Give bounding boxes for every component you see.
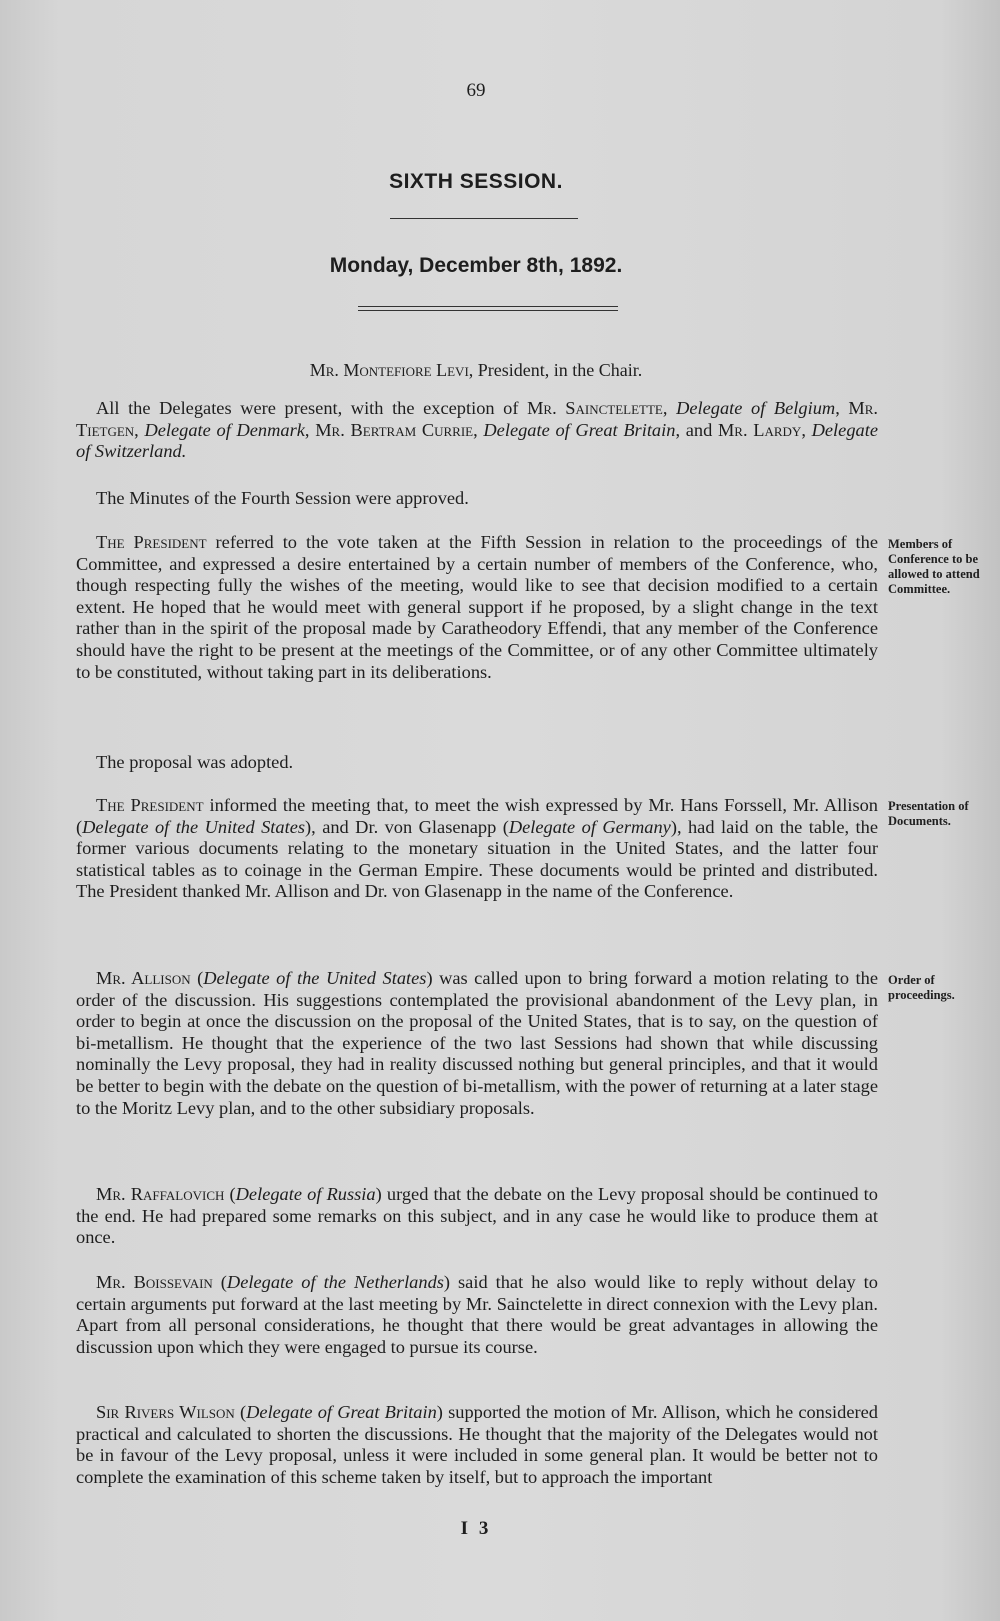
chair-line bbox=[0, 360, 952, 381]
wilson-text: supported the motion of Mr. Allison, which he considered practical and calculated to shorten the discussions. He thought that the majority of the Delegates would not be in favour of the Levy proposal, unless it were included in some general plan. It would be better not to complete the examination of this scheme taken by itself, but to approach the important bbox=[76, 1402, 878, 1487]
paragraph-allison: Mr. Allison (Delegate of the United States) was called upon to bring forward a motion relating to the order of the discussion. His suggestions contemplated the provisional abandonment of the Levy plan, in order to begin at once the discussion on the proposal of the United States, that is to say, on the question of bi-metallism. He thought that the experience of the two last Sessions had shown that while discussing nominally the Levy proposal, they had in reality discussed nothing but general principles, and that it would be better to begin with the debate on the question of bi-metallism, with the power of returning at a later stage to the Moritz Levy plan, and to the other subsidiary proposals. bbox=[76, 968, 878, 1118]
paragraph-minutes: The Minutes of the Fourth Session were approved. bbox=[96, 488, 469, 508]
president-2-text-1: informed the meeting that, to meet the wish expressed by Mr. Hans Forssell, Mr. Allison ( bbox=[76, 795, 879, 837]
present-name-3: Mr. Bertram Currie bbox=[315, 419, 474, 440]
present-delegate-4: Delegate of Switzerland. bbox=[76, 419, 878, 462]
allison-delegate: Delegate of the United States bbox=[203, 968, 427, 988]
page-number: 69 bbox=[466, 80, 486, 101]
boissevain-text: said that he also would like to reply without delay to certain arguments put forward at the last meeting by Mr. Sainctelette in direct connexion with the Levy plan. Apart from all personal considerations, he thought that there would be great advantages in allowing the discussion upon which they were engaged to pursue its course. bbox=[76, 1272, 878, 1357]
raffalovich-lead: Mr. Raffalovich bbox=[96, 1184, 225, 1204]
president-2-lead: The President bbox=[96, 795, 204, 815]
paragraph-president-2 bbox=[76, 795, 878, 903]
president-2-delegate-2: Delegate of Germany bbox=[508, 816, 671, 837]
raffalovich-text: urged that the debate on the Levy proposal should be continued to the end. He had prepared some remarks on this subject, and in any case he would like to produce them at once. bbox=[76, 1184, 878, 1248]
paragraph-present: All the Delegates were present, with the exception of Mr. Sainctelette, Delegate of Belgium, Mr. Tietgen, Delegate of Denmark, Mr. Bertram Currie, Delegate of Great Britain, and Mr. Lardy, Delegate of Switzerland. bbox=[76, 398, 879, 462]
present-name-1: Mr. Sainctelette bbox=[527, 398, 663, 418]
present-name-4: Mr. Lardy bbox=[717, 419, 802, 440]
chair-name: Mr. Montefiore Levi bbox=[309, 360, 469, 380]
boissevain-delegate: Delegate of the Netherlands bbox=[226, 1272, 444, 1292]
session-date: Monday, December 8th, 1892. bbox=[329, 254, 623, 277]
margin-note-committee: Members of Conference to be allowed to attend Committee. bbox=[888, 537, 980, 596]
president-1-lead: The President bbox=[96, 532, 207, 552]
boissevain-lead: Mr. Boissevain bbox=[96, 1272, 213, 1292]
title-rule bbox=[390, 218, 578, 219]
signature-mark: I 3 bbox=[460, 1518, 492, 1539]
paragraph-boissevain: Mr. Boissevain (Delegate of the Netherlands) said that he also would like to reply without delay to certain arguments put forward at the last meeting by Mr. Sainctelette in direct connexion with the Levy plan. Apart from all personal considerations, he thought that there would be great advantages in allowing the discussion upon which they were engaged to pursue its course. bbox=[76, 1272, 878, 1357]
present-text-1: All the Delegates were present, with the exception of bbox=[96, 398, 528, 418]
allison-text: was called upon to bring forward a motion relating to the order of the discussion. His suggestions contemplated the provisional abandonment of the Levy plan, in order to begin at once the discussion on the proposal of the United States, that is to say, on the question of bi-metallism. He thought that the experience of the two last Sessions had shown that while discussing nominally the Levy proposal, they had in reality discussed nothing but general principles, and that it would be better to begin with the debate on the question of bi-metallism, with the power of returning at a later stage to the Moritz Levy plan, and to the other subsidiary proposals. bbox=[76, 968, 878, 1118]
paragraph-raffalovich: Mr. Raffalovich (Delegate of Russia) urged that the debate on the Levy proposal should be continued to the end. He had prepared some remarks on this subject, and in any case he would like to produce them at once. bbox=[76, 1184, 878, 1248]
president-1-text: referred to the vote taken at the Fifth Session in relation to the proceedings of the Committee, and expressed a desire entertained by a certain number of members of the Conference, who, though respecting fully the wishes of the meeting, would like to see that decision modified to a certain extent. He hoped that he would meet with general support if he proposed, by a slight change in the text rather than in the spirit of the proposal made by Caratheodory Effendi, that any member of the Conference should have the right to be present at the meetings of the Committee, or of any other Committee ultimately to be constituted, without taking part in its deliberations. bbox=[76, 532, 879, 682]
president-2-delegate-1: Delegate of the United States bbox=[82, 816, 306, 837]
present-delegate-2: Delegate of Denmark bbox=[144, 419, 305, 440]
wilson-delegate: Delegate of Great Britain bbox=[246, 1402, 437, 1422]
session-title: SIXTH SESSION. bbox=[389, 170, 563, 193]
date-double-rule bbox=[358, 306, 618, 311]
present-text-2: , and bbox=[675, 419, 718, 440]
present-delegate-1: Delegate of Belgium bbox=[676, 398, 836, 418]
paragraph-adopted: The proposal was adopted. bbox=[96, 752, 294, 772]
allison-lead: Mr. Allison bbox=[96, 968, 191, 988]
margin-note-documents: Presentation of Documents. bbox=[888, 799, 969, 828]
president-2-text-3: ), had laid on the table, the former various documents relating to the monetary situation in the United States, and the latter four statistical tables as to coinage in the German Empire. These documents would be printed and distributed. The President thanked Mr. Allison and Dr. von Glasenapp in the name of the Conference. bbox=[76, 816, 878, 902]
present-delegate-3: Delegate of Great Britain bbox=[483, 419, 676, 440]
present-name-2: Mr. Tietgen bbox=[76, 398, 879, 440]
wilson-lead: Sir Rivers Wilson bbox=[96, 1402, 235, 1422]
president-2-text-2: ), and Dr. von Glasenapp ( bbox=[305, 816, 509, 837]
paragraph-president-1 bbox=[76, 532, 878, 683]
chair-rest: , President, in the Chair. bbox=[468, 360, 643, 380]
margin-note-proceedings: Order of proceedings. bbox=[888, 973, 955, 1002]
paragraph-wilson: Sir Rivers Wilson (Delegate of Great Britain) supported the motion of Mr. Allison, which he considered practical and calculated to shorten the discussions. He thought that the majority of the Delegates would not be in favour of the Levy proposal, unless it were included in some general plan. It would be better not to complete the examination of this scheme taken by itself, but to approach the important bbox=[76, 1402, 878, 1487]
raffalovich-delegate: Delegate of Russia bbox=[235, 1184, 376, 1204]
